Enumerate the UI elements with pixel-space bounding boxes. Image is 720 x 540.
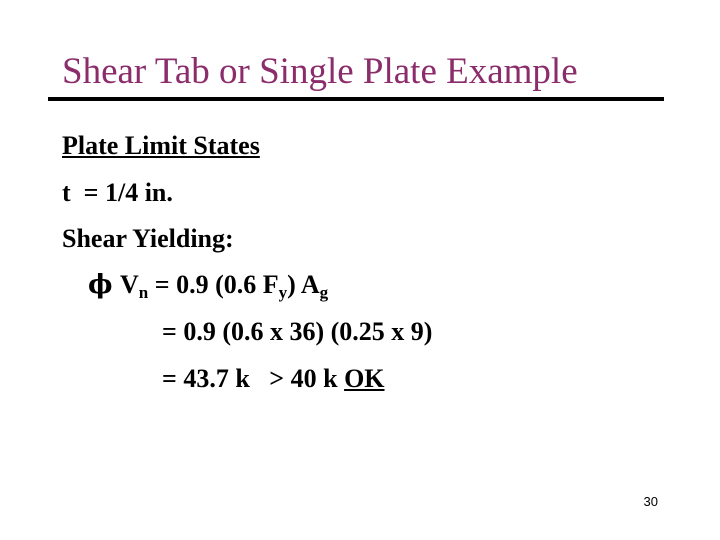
eq1-end: ) A xyxy=(287,270,320,299)
eq1-mid: = 0.9 (0.6 F xyxy=(148,270,279,299)
equation-line-1 xyxy=(88,270,328,300)
eq1-f-subscript: y xyxy=(278,283,288,302)
heading-text: Plate Limit States xyxy=(62,131,260,160)
eq3-text: = 43.7 k > 40 k xyxy=(162,364,345,393)
title-rule xyxy=(48,97,664,101)
page-number: 30 xyxy=(643,494,658,509)
eq1-v: V xyxy=(120,270,139,299)
phi-symbol: ϕ xyxy=(88,270,113,300)
equation-line-2: = 0.9 (0.6 x 36) (0.25 x 9) xyxy=(162,317,433,346)
shear-yielding-label: Shear Yielding: xyxy=(62,224,234,253)
thickness-line: t = 1/4 in. xyxy=(62,178,173,207)
eq1-v-subscript: n xyxy=(138,283,149,302)
eq1-a-subscript: g xyxy=(319,283,329,302)
equation-line-3 xyxy=(162,364,385,394)
heading-plate-limit-states xyxy=(62,131,260,161)
ok-text: OK xyxy=(344,364,385,393)
slide-title: Shear Tab or Single Plate Example xyxy=(62,51,578,92)
